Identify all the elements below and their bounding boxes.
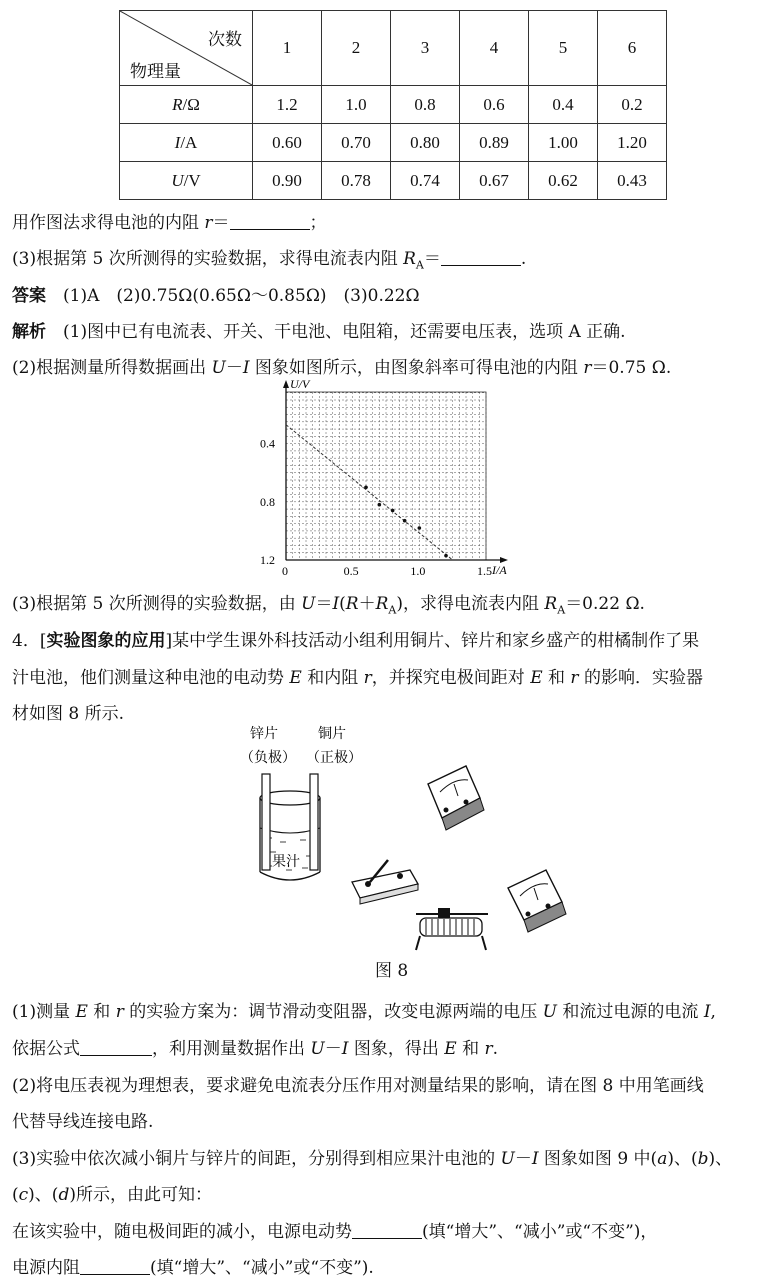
data-point	[418, 526, 422, 530]
fit-line	[286, 425, 453, 560]
answer-body: (1)A (2)0.75Ω(0.65Ω～0.85Ω) (3)0.22Ω	[63, 286, 420, 306]
col-header: 5	[529, 11, 598, 86]
table-cell: 0.2	[598, 86, 667, 124]
analysis-label: 解析	[12, 322, 46, 342]
sub-q2-line-1: (2)将电压表视为理想表，要求避免电流表分压作用对测量结果的影响，请在图 8 中用笔画线	[12, 1076, 704, 1096]
table-cell: 0.6	[460, 86, 529, 124]
header-quantity-label: 物理量	[130, 62, 181, 81]
table-row	[120, 86, 667, 124]
answer-blank	[80, 1038, 152, 1056]
x-tick-label: 1.5	[477, 564, 492, 578]
text-line-internal-resistance: 用作图法求得电池的内阻 r＝ ；	[12, 213, 327, 233]
analysis-line	[12, 321, 626, 343]
answer-label: 答案	[12, 286, 46, 306]
col-header: 4	[460, 11, 529, 86]
answer-blank	[80, 1257, 150, 1275]
switch	[352, 860, 418, 904]
table-cell: 0.90	[253, 162, 322, 200]
table-cell: 0.67	[460, 162, 529, 200]
q4-line-1: 4．[实验图象的应用]某中学生课外科技活动小组利用铜片、锌片和家乡盛产的柑橘制作了果	[12, 631, 700, 651]
table-cell: 0.4	[529, 86, 598, 124]
data-point	[403, 519, 407, 523]
table-row	[120, 162, 667, 200]
table-cell: 0.70	[322, 124, 391, 162]
table-cell: 1.0	[322, 86, 391, 124]
sub-q3-line-2: (c)、(d)所示，由此可知：	[12, 1185, 212, 1205]
col-header: 2	[322, 11, 391, 86]
table-row	[120, 124, 667, 162]
row-label: R/Ω	[120, 86, 253, 124]
answer-blank	[441, 248, 521, 266]
table-cell: 0.62	[529, 162, 598, 200]
row-label: I/A	[120, 124, 253, 162]
y-tick-label: 1.2	[260, 553, 275, 567]
sub-q1-line-2: 依据公式 ，利用测量数据作出 U－I 图象，得出 E 和 r.	[12, 1039, 499, 1059]
x-tick-label: 0.5	[343, 564, 359, 578]
table-cell: 0.60	[253, 124, 322, 162]
x-axis-label: I/A	[492, 563, 507, 577]
sliding-rheostat	[416, 908, 488, 950]
voltmeter	[508, 870, 566, 932]
zinc-label: 锌片	[250, 726, 278, 742]
text-line-q3-solution: (3)根据第 5 次所测得的实验数据，由 $U=I(R+R_A)$，求得电流表内阻 $R_A=0.22$ Ω.	[12, 594, 645, 617]
x-tick-label: 1.0	[410, 564, 426, 578]
positive-label: （正极）	[306, 750, 362, 766]
q4-line-3: 材如图 8 所示.	[12, 704, 125, 724]
col-header: 1	[253, 11, 322, 86]
table-header-row	[120, 11, 667, 86]
ammeter	[428, 766, 484, 830]
table-cell: 0.43	[598, 162, 667, 200]
zinc-electrode	[262, 774, 270, 870]
text-line-q3: (3)根据第 5 次所测得的实验数据，求得电流表内阻 $R_A=$ .	[12, 249, 527, 272]
answer-line	[12, 285, 420, 307]
sub-q3-line-1: (3)实验中依次减小铜片与锌片的间距，分别得到相应果汁电池的 U－I 图象如图 9 中(a)、(b)、	[12, 1149, 733, 1169]
y-axis-arrow	[283, 380, 289, 388]
table-cell: 0.89	[460, 124, 529, 162]
juice-label: 果汁	[272, 854, 300, 870]
sub-q3-line-3: 在该实验中，随电极间距的减小，电源电动势 (填“增大”、“减小”或“不变”)，	[12, 1222, 658, 1242]
graph-grid	[286, 392, 486, 560]
table-cell: 0.78	[322, 162, 391, 200]
table-cell: 1.20	[598, 124, 667, 162]
row-label: U/V	[120, 162, 253, 200]
x-tick-label: 0	[282, 564, 288, 578]
data-table	[119, 10, 667, 200]
answer-blank	[352, 1221, 422, 1239]
copper-label: 铜片	[318, 726, 346, 742]
data-point	[378, 503, 382, 507]
q4-line-2: 汁电池，他们测量这种电池的电动势 E 和内阻 r，并探究电极间距对 E 和 r 的影响．实验器	[12, 668, 703, 688]
table-diagonal-header	[120, 11, 253, 86]
table-cell: 0.8	[391, 86, 460, 124]
negative-label: （负极）	[240, 750, 296, 766]
copper-electrode	[310, 774, 318, 870]
sub-q3-line-4: 电源内阻 (填“增大”、“减小”或“不变”).	[12, 1258, 374, 1278]
table-cell: 0.80	[391, 124, 460, 162]
col-header: 3	[391, 11, 460, 86]
header-count-label: 次数	[208, 30, 242, 49]
graph-ticks	[260, 437, 492, 578]
table-cell: 1.00	[529, 124, 598, 162]
answer-blank	[230, 212, 310, 230]
y-axis-label: U/V	[290, 377, 310, 391]
data-point	[391, 509, 395, 513]
figure-8-caption: 图 8	[375, 961, 409, 981]
col-header: 6	[598, 11, 667, 86]
sub-q1-line-1: (1)测量 E 和 r 的实验方案为：调节滑动变阻器，改变电源两端的电压 U 和流过电源的电流 I,	[12, 1002, 716, 1022]
table-cell: 1.2	[253, 86, 322, 124]
sub-q2-line-2: 代替导线连接电路.	[12, 1112, 154, 1132]
y-tick-label: 0.8	[260, 494, 275, 509]
text-line-graph-intro: (2)根据测量所得数据画出 U－I 图象如图所示，由图象斜率可得电池的内阻 r＝0.75 Ω.	[12, 358, 672, 378]
analysis-body: (1)图中已有电流表、开关、干电池、电阻箱，还需要电压表，选项 A 正确.	[63, 322, 626, 342]
y-tick-label: 0.4	[260, 436, 275, 451]
u-i-graph	[250, 374, 510, 586]
table-cell: 0.74	[391, 162, 460, 200]
figure-8-apparatus	[240, 722, 570, 954]
data-point	[444, 554, 448, 558]
data-point	[364, 485, 368, 489]
